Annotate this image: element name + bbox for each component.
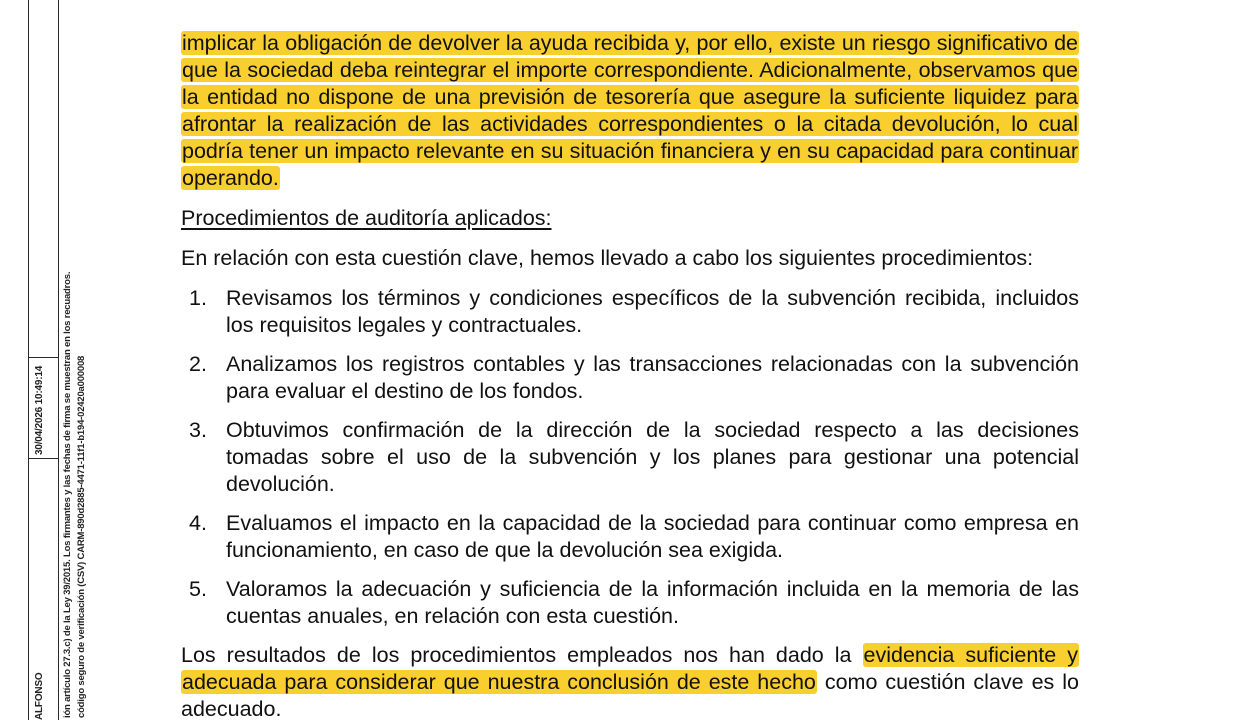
list-item (181, 351, 1079, 405)
legal-notice-line-2: código seguro de verificación (CSV) CARM-890d2885-4471-11f1-b194-02420a000008 (76, 355, 87, 718)
list-item (181, 510, 1079, 564)
closing-paragraph (181, 642, 1079, 720)
procedure-list (181, 285, 1079, 630)
list-item-text: Revisamos los términos y condiciones específicos de la subvención recibida, incluidos los requisitos legales y contractuales. (226, 286, 1079, 337)
list-item-number: 3. (189, 418, 207, 442)
opening-paragraph (181, 30, 1079, 192)
list-item (181, 417, 1079, 498)
list-item-text: Valoramos la adecuación y suficiencia de la información incluida en la memoria de las cuentas anuales, en relación con esta cuestión. (226, 577, 1079, 628)
list-item-number: 1. (189, 286, 207, 310)
highlighted-conclusion: evidencia suficiente y adecuada para considerar que nuestra conclusión de este hecho (182, 643, 1078, 694)
margin-box-divider-bottom (28, 458, 58, 459)
document-body (181, 30, 1079, 720)
list-item (181, 576, 1079, 630)
closing-text-end: como cuestión clave es lo adecuado. (181, 670, 1079, 720)
margin-rule-left (28, 0, 29, 720)
signature-date: 30/04/2026 10:49:14 (34, 365, 45, 455)
list-item-text: Obtuvimos confirmación de la dirección de la sociedad respecto a las decisiones tomadas sobre el uso de la subvención y los planes para gestionar una potencial devolución. (226, 418, 1079, 496)
list-item-number: 4. (189, 511, 207, 535)
intro-paragraph: En relación con esta cuestión clave, hemos llevado a cabo los siguientes procedimientos: (181, 246, 1034, 270)
list-item-text: Analizamos los registros contables y las transacciones relacionadas con la subvención para evaluar el destino de los fondos. (226, 352, 1079, 403)
list-item-number: 5. (189, 577, 207, 601)
signer-name: ALFONSO (34, 672, 45, 720)
margin-box-divider-top (28, 357, 58, 358)
signature-margin-band (0, 0, 87, 720)
section-heading: Procedimientos de auditoría aplicados: (181, 206, 552, 230)
list-item-number: 2. (189, 352, 207, 376)
closing-text-start: Los resultados de los procedimientos empleados nos han dado la (181, 643, 863, 667)
list-item-text: Evaluamos el impacto en la capacidad de la sociedad para continuar como empresa en funcionamiento, en caso de que la devolución sea exigida. (226, 511, 1079, 562)
legal-notice-line-1: ión artículo 27.3.c) de la Ley 39/2015. Los firmantes y las fechas de firma se muestran en los recuadros. (62, 271, 73, 718)
list-item (181, 285, 1079, 339)
margin-rule-right (58, 0, 59, 720)
highlighted-text: implicar la obligación de devolver la ayuda recibida y, por ello, existe un riesgo significativo de que la sociedad deba reintegrar el importe correspondiente. Adicionalmente, observamos que la entidad no dispone de una previsión de tesorería que asegure la suficiente liquidez para afrontar la realización de las actividades correspondientes o la citada devolución, lo cual podría tener un impacto relevante en su situación financiera y en su capacidad para continuar operando. (182, 31, 1078, 190)
